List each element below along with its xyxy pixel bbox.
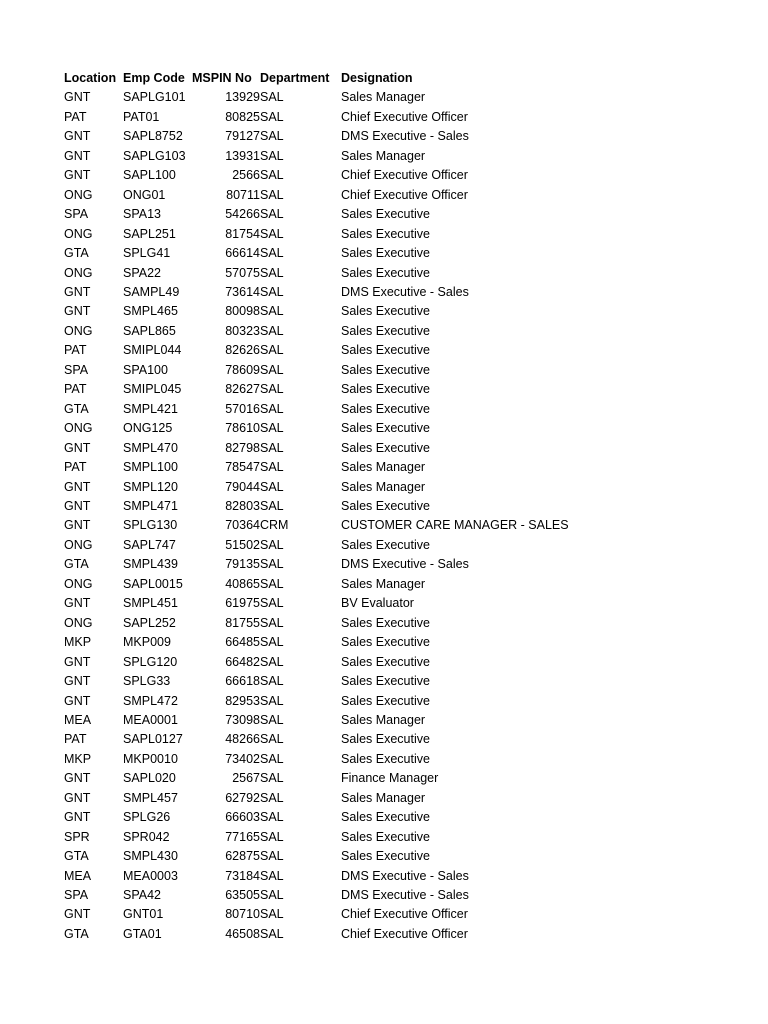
cell-emp-code: SPA22	[123, 265, 161, 280]
cell-emp-code: SAPL251	[123, 226, 176, 241]
table-row	[64, 789, 591, 808]
cell-location: GNT	[64, 168, 91, 183]
cell-mspin-no: 62875	[225, 849, 260, 864]
table-row	[64, 186, 591, 205]
cell-mspin-no: 66614	[225, 246, 260, 261]
cell-designation: Chief Executive Officer	[341, 187, 468, 202]
cell-location: GNT	[64, 479, 91, 494]
cell-department: SAL	[260, 109, 284, 124]
table-row	[64, 692, 591, 711]
cell-department: CRM	[260, 518, 289, 533]
cell-department: SAL	[260, 790, 284, 805]
table-row	[64, 886, 591, 905]
table-row	[64, 147, 591, 166]
cell-location: ONG	[64, 421, 93, 436]
table-row	[64, 419, 591, 438]
cell-department: SAL	[260, 849, 284, 864]
cell-location: MKP	[64, 751, 92, 766]
cell-department: SAL	[260, 635, 284, 650]
cell-designation: Sales Manager	[341, 712, 426, 727]
cell-emp-code: SMPL472	[123, 693, 178, 708]
cell-department: SAL	[260, 304, 284, 319]
table-row	[64, 594, 591, 613]
cell-emp-code: SPA13	[123, 207, 161, 222]
table-row	[64, 575, 591, 594]
cell-department: SAL	[260, 479, 284, 494]
cell-department: SAL	[260, 460, 284, 475]
cell-mspin-no: 70364	[225, 518, 260, 533]
table-body	[64, 88, 591, 944]
cell-mspin-no: 82953	[225, 693, 260, 708]
cell-department: SAL	[260, 440, 284, 455]
cell-location: ONG	[64, 537, 93, 552]
cell-department: SAL	[260, 343, 284, 358]
table-row	[64, 244, 591, 263]
cell-designation: DMS Executive - Sales	[341, 888, 469, 903]
cell-department: SAL	[260, 751, 284, 766]
cell-designation: Chief Executive Officer	[341, 907, 468, 922]
cell-location: GNT	[64, 498, 91, 513]
cell-department: SAL	[260, 382, 284, 397]
cell-designation: Sales Executive	[341, 421, 430, 436]
cell-department: SAL	[260, 362, 284, 377]
cell-location: GTA	[64, 246, 89, 261]
cell-department: SAL	[260, 537, 284, 552]
cell-emp-code: MKP0010	[123, 751, 178, 766]
cell-location: MEA	[64, 868, 92, 883]
cell-emp-code: SMPL451	[123, 596, 178, 611]
cell-emp-code: SMPL100	[123, 460, 178, 475]
cell-emp-code: MEA0003	[123, 868, 178, 883]
cell-mspin-no: 80710	[225, 907, 260, 922]
cell-location: GTA	[64, 401, 89, 416]
cell-designation: Sales Executive	[341, 401, 430, 416]
cell-designation: Sales Executive	[341, 810, 430, 825]
cell-location: ONG	[64, 615, 93, 630]
cell-mspin-no: 73402	[225, 751, 260, 766]
cell-designation: Sales Executive	[341, 537, 430, 552]
cell-mspin-no: 2567	[232, 771, 260, 786]
cell-department: SAL	[260, 323, 284, 338]
cell-designation: Sales Executive	[341, 849, 430, 864]
employee-sheet	[0, 69, 768, 944]
cell-designation: Sales Manager	[341, 90, 426, 105]
cell-department: SAL	[260, 421, 284, 436]
cell-designation: BV Evaluator	[341, 596, 414, 611]
cell-department: SAL	[260, 129, 284, 144]
cell-emp-code: SMPL421	[123, 401, 178, 416]
cell-mspin-no: 80323	[225, 323, 260, 338]
cell-mspin-no: 63505	[225, 888, 260, 903]
cell-location: SPA	[64, 888, 89, 903]
table-row	[64, 536, 591, 555]
cell-emp-code: SAPL100	[123, 168, 176, 183]
table-row	[64, 828, 591, 847]
cell-location: GTA	[64, 926, 89, 941]
cell-mspin-no: 48266	[225, 732, 260, 747]
cell-emp-code: GTA01	[123, 926, 162, 941]
table-row	[64, 108, 591, 127]
cell-mspin-no: 81755	[225, 615, 260, 630]
cell-mspin-no: 79044	[225, 479, 260, 494]
table-row	[64, 555, 591, 574]
cell-emp-code: GNT01	[123, 907, 164, 922]
table-row	[64, 225, 591, 244]
table-row	[64, 380, 591, 399]
cell-designation: Sales Executive	[341, 615, 430, 630]
cell-emp-code: SAPLG103	[123, 148, 186, 163]
cell-mspin-no: 40865	[225, 576, 260, 591]
cell-department: SAL	[260, 557, 284, 572]
cell-designation: Sales Executive	[341, 654, 430, 669]
cell-mspin-no: 78610	[225, 421, 260, 436]
cell-location: ONG	[64, 187, 93, 202]
header-emp-code: Emp Code	[123, 71, 185, 85]
cell-designation: DMS Executive - Sales	[341, 868, 469, 883]
cell-mspin-no: 82626	[225, 343, 260, 358]
cell-department: SAL	[260, 498, 284, 513]
cell-location: GNT	[64, 674, 91, 689]
cell-designation: Sales Executive	[341, 693, 430, 708]
cell-location: GTA	[64, 849, 89, 864]
cell-designation: Sales Executive	[341, 265, 430, 280]
table-row	[64, 730, 591, 749]
cell-designation: Chief Executive Officer	[341, 168, 468, 183]
table-row	[64, 400, 591, 419]
cell-location: PAT	[64, 460, 87, 475]
cell-location: GNT	[64, 148, 91, 163]
cell-department: SAL	[260, 732, 284, 747]
cell-designation: Sales Executive	[341, 751, 430, 766]
cell-emp-code: SAPL252	[123, 615, 176, 630]
cell-designation: Sales Executive	[341, 246, 430, 261]
cell-location: GNT	[64, 304, 91, 319]
cell-designation: Sales Executive	[341, 226, 430, 241]
cell-designation: Sales Executive	[341, 635, 430, 650]
table-row	[64, 439, 591, 458]
cell-emp-code: MKP009	[123, 635, 171, 650]
table-row	[64, 516, 591, 535]
cell-mspin-no: 61975	[225, 596, 260, 611]
cell-mspin-no: 80098	[225, 304, 260, 319]
cell-designation: Sales Manager	[341, 148, 426, 163]
cell-mspin-no: 62792	[225, 790, 260, 805]
cell-designation: Sales Executive	[341, 323, 430, 338]
cell-emp-code: SPLG130	[123, 518, 178, 533]
cell-designation: Sales Executive	[341, 674, 430, 689]
cell-department: SAL	[260, 401, 284, 416]
cell-designation: DMS Executive - Sales	[341, 557, 469, 572]
cell-designation: Sales Executive	[341, 440, 430, 455]
table-row	[64, 127, 591, 146]
cell-designation: DMS Executive - Sales	[341, 284, 469, 299]
cell-designation: Sales Manager	[341, 479, 426, 494]
header-department: Department	[260, 71, 330, 85]
table-row	[64, 205, 591, 224]
cell-location: MKP	[64, 635, 92, 650]
cell-department: SAL	[260, 674, 284, 689]
cell-mspin-no: 77165	[225, 829, 260, 844]
cell-emp-code: SMPL120	[123, 479, 178, 494]
table-row	[64, 283, 591, 302]
cell-designation: Sales Executive	[341, 732, 430, 747]
table-row	[64, 497, 591, 516]
cell-mspin-no: 13931	[225, 148, 260, 163]
cell-location: ONG	[64, 226, 93, 241]
cell-emp-code: SAPL8752	[123, 129, 183, 144]
table-row	[64, 361, 591, 380]
cell-mspin-no: 80825	[225, 109, 260, 124]
cell-department: SAL	[260, 90, 284, 105]
cell-department: SAL	[260, 576, 284, 591]
cell-emp-code: SAPL0127	[123, 732, 183, 747]
cell-emp-code: SMPL430	[123, 849, 178, 864]
cell-mspin-no: 66485	[225, 635, 260, 650]
cell-emp-code: SAPL865	[123, 323, 176, 338]
cell-location: GNT	[64, 596, 91, 611]
cell-designation: Chief Executive Officer	[341, 109, 468, 124]
cell-mspin-no: 82798	[225, 440, 260, 455]
table-row	[64, 672, 591, 691]
cell-department: SAL	[260, 187, 284, 202]
cell-mspin-no: 57075	[225, 265, 260, 280]
cell-mspin-no: 2566	[232, 168, 260, 183]
cell-department: SAL	[260, 246, 284, 261]
cell-location: PAT	[64, 343, 87, 358]
cell-emp-code: SPLG120	[123, 654, 178, 669]
table-row	[64, 769, 591, 788]
cell-department: SAL	[260, 168, 284, 183]
cell-location: GNT	[64, 90, 91, 105]
cell-designation: Sales Executive	[341, 207, 430, 222]
header-row	[64, 69, 591, 88]
cell-designation: Sales Executive	[341, 382, 430, 397]
cell-emp-code: PAT01	[123, 109, 160, 124]
cell-department: SAL	[260, 907, 284, 922]
cell-department: SAL	[260, 226, 284, 241]
cell-location: MEA	[64, 712, 92, 727]
table-row	[64, 633, 591, 652]
cell-mspin-no: 80711	[226, 187, 260, 202]
cell-department: SAL	[260, 712, 284, 727]
cell-emp-code: SPA42	[123, 888, 161, 903]
cell-mspin-no: 73098	[225, 712, 260, 727]
cell-emp-code: SAPLG101	[123, 90, 186, 105]
cell-mspin-no: 51502	[225, 537, 260, 552]
cell-location: GNT	[64, 654, 91, 669]
cell-designation: Sales Manager	[341, 790, 426, 805]
table-row	[64, 458, 591, 477]
cell-mspin-no: 66603	[225, 810, 260, 825]
cell-emp-code: SMIPL044	[123, 343, 182, 358]
cell-emp-code: SAMPL49	[123, 284, 180, 299]
cell-department: SAL	[260, 693, 284, 708]
cell-location: PAT	[64, 732, 87, 747]
cell-mspin-no: 13929	[225, 90, 260, 105]
cell-location: GNT	[64, 284, 91, 299]
cell-location: GTA	[64, 557, 89, 572]
cell-mspin-no: 57016	[225, 401, 260, 416]
cell-location: SPR	[64, 829, 90, 844]
cell-emp-code: SMPL439	[123, 557, 178, 572]
table-row	[64, 867, 591, 886]
cell-location: SPA	[64, 207, 89, 222]
cell-department: SAL	[260, 284, 284, 299]
cell-emp-code: MEA0001	[123, 712, 178, 727]
cell-mspin-no: 79135	[225, 557, 260, 572]
cell-emp-code: SPLG33	[123, 674, 171, 689]
cell-location: GNT	[64, 810, 91, 825]
cell-emp-code: SAPL0015	[123, 576, 183, 591]
cell-location: ONG	[64, 576, 93, 591]
table-row	[64, 166, 591, 185]
cell-mspin-no: 73614	[225, 284, 260, 299]
cell-department: SAL	[260, 148, 284, 163]
cell-designation: Finance Manager	[341, 771, 439, 786]
cell-emp-code: SPR042	[123, 829, 170, 844]
table-row	[64, 302, 591, 321]
cell-location: ONG	[64, 265, 93, 280]
cell-mspin-no: 66482	[225, 654, 260, 669]
cell-department: SAL	[260, 829, 284, 844]
cell-emp-code: SPA100	[123, 362, 168, 377]
table-row	[64, 341, 591, 360]
cell-designation: DMS Executive - Sales	[341, 129, 469, 144]
cell-designation: Sales Manager	[341, 576, 426, 591]
cell-mspin-no: 82627	[225, 382, 260, 397]
table-row	[64, 322, 591, 341]
cell-location: GNT	[64, 790, 91, 805]
table-row	[64, 653, 591, 672]
cell-mspin-no: 82803	[225, 498, 260, 513]
cell-emp-code: SMPL471	[123, 498, 178, 513]
cell-department: SAL	[260, 868, 284, 883]
cell-department: SAL	[260, 265, 284, 280]
cell-mspin-no: 73184	[225, 868, 260, 883]
cell-emp-code: SMIPL045	[123, 382, 182, 397]
cell-emp-code: SMPL470	[123, 440, 178, 455]
cell-emp-code: SAPL747	[123, 537, 176, 552]
cell-designation: Sales Executive	[341, 829, 430, 844]
cell-emp-code: SPLG41	[123, 246, 171, 261]
cell-mspin-no: 78609	[225, 362, 260, 377]
cell-mspin-no: 54266	[225, 207, 260, 222]
table-row	[64, 808, 591, 827]
cell-location: GNT	[64, 771, 91, 786]
cell-emp-code: ONG01	[123, 187, 166, 202]
header-location: Location	[64, 71, 117, 85]
cell-mspin-no: 79127	[225, 129, 260, 144]
table-row	[64, 614, 591, 633]
cell-designation: Sales Executive	[341, 304, 430, 319]
cell-location: GNT	[64, 693, 91, 708]
cell-mspin-no: 66618	[225, 674, 260, 689]
cell-emp-code: SAPL020	[123, 771, 176, 786]
cell-department: SAL	[260, 654, 284, 669]
cell-location: PAT	[64, 382, 87, 397]
cell-department: SAL	[260, 771, 284, 786]
table-row	[64, 925, 591, 944]
cell-department: SAL	[260, 596, 284, 611]
table-row	[64, 711, 591, 730]
cell-emp-code: SMPL457	[123, 790, 178, 805]
cell-location: GNT	[64, 440, 91, 455]
table-row	[64, 88, 591, 107]
cell-department: SAL	[260, 888, 284, 903]
table-row	[64, 750, 591, 769]
cell-designation: Sales Manager	[341, 460, 426, 475]
table-row	[64, 478, 591, 497]
table-row	[64, 905, 591, 924]
cell-mspin-no: 81754	[225, 226, 260, 241]
header-designation: Designation	[341, 71, 413, 85]
cell-designation: Sales Executive	[341, 498, 430, 513]
cell-mspin-no: 78547	[225, 460, 260, 475]
cell-emp-code: SMPL465	[123, 304, 178, 319]
cell-location: ONG	[64, 323, 93, 338]
table-row	[64, 264, 591, 283]
cell-designation: Sales Executive	[341, 343, 430, 358]
cell-department: SAL	[260, 926, 284, 941]
cell-emp-code: SPLG26	[123, 810, 171, 825]
cell-emp-code: ONG125	[123, 421, 173, 436]
cell-location: GNT	[64, 907, 91, 922]
table-row	[64, 847, 591, 866]
header-mspin-no: MSPIN No	[192, 71, 252, 85]
employee-table	[64, 69, 591, 944]
table-header	[64, 69, 591, 88]
cell-designation: Sales Executive	[341, 362, 430, 377]
cell-location: GNT	[64, 129, 91, 144]
cell-designation: Chief Executive Officer	[341, 926, 468, 941]
cell-location: SPA	[64, 362, 89, 377]
cell-location: PAT	[64, 109, 87, 124]
cell-department: SAL	[260, 810, 284, 825]
cell-department: SAL	[260, 207, 284, 222]
cell-mspin-no: 46508	[225, 926, 260, 941]
cell-department: SAL	[260, 615, 284, 630]
cell-location: GNT	[64, 518, 91, 533]
cell-designation: CUSTOMER CARE MANAGER - SALES	[341, 518, 569, 533]
